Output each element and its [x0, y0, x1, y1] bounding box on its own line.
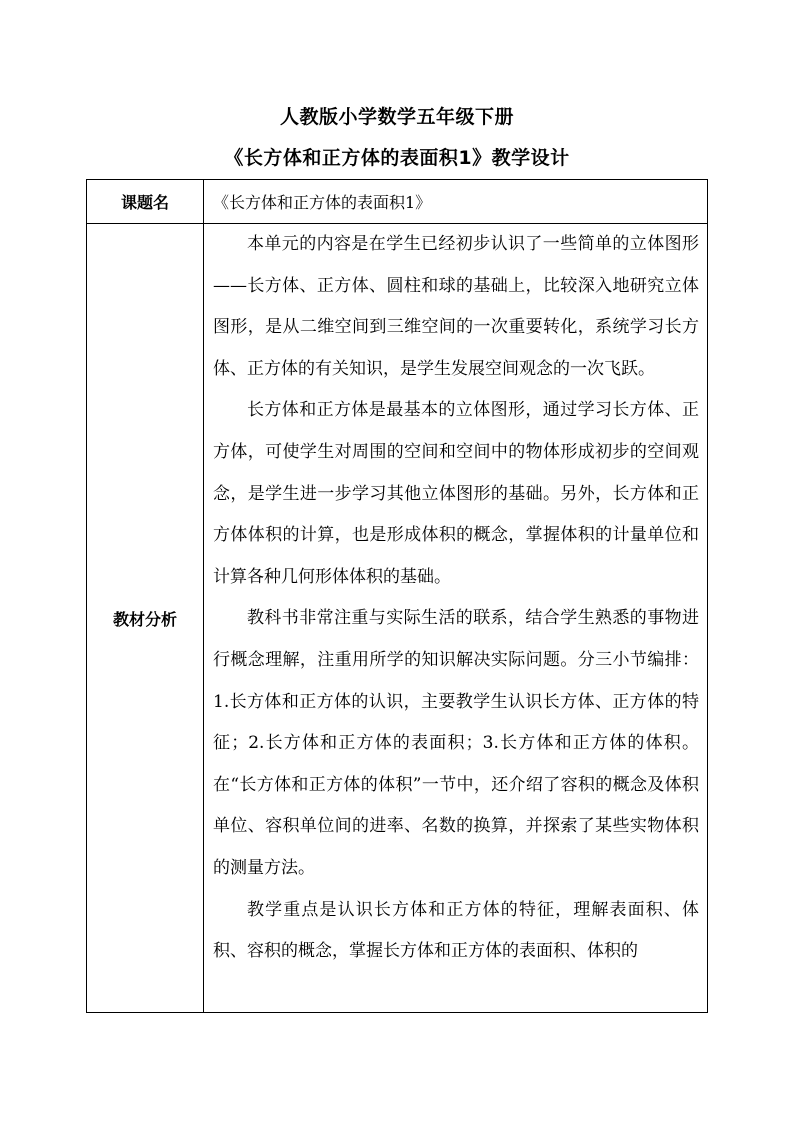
- analysis-content-cell: [213, 224, 699, 973]
- lesson-plan-table: [86, 179, 708, 1013]
- document-title: 人教版小学数学五年级下册: [279, 106, 514, 128]
- analysis-paragraph: 长方体和正方体是最基本的立体图形，通过学习长方体、正方体，可使学生对周围的空间和空间中的物体形成初步的空间观念，是学生进一步学习其他立体图形的基础。另外，长方体和正方体体积的计算，也是形成体积的概念，掌握体积的计量单位和计算各种几何形体体积的基础。: [213, 400, 699, 587]
- analysis-paragraph: 本单元的内容是在学生已经初步认识了一些简单的立体图形——长方体、正方体、圆柱和球的基础上，比较深入地研究立体图形，是从二维空间到三维空间的一次重要转化，系统学习长方体、正方体的有关知识，是学生发展空间观念的一次飞跃。: [213, 234, 699, 379]
- topic-value-cell: 《长方体和正方体的表面积1》: [213, 193, 432, 212]
- analysis-label-cell: 教材分析: [112, 609, 177, 629]
- document-subtitle: 《长方体和正方体的表面积1》教学设计: [224, 147, 570, 169]
- analysis-paragraph: 教科书非常注重与实际生活的联系，结合学生熟悉的事物进行概念理解，注重用所学的知识解决实际问题。分三小节编排：1.长方体和正方体的认识，主要教学生认识长方体、正方体的特征；2.长方体和正方体的表面积；3.长方体和正方体的体积。在“长方体和正方体的体积”一节中，还介绍了容积的概念及体积单位、容积单位间的进率、名数的换算，并探索了某些实物体积的测量方法。: [213, 608, 699, 878]
- analysis-paragraph: 教学重点是认识长方体和正方体的特征，理解表面积、体积、容积的概念，掌握长方体和正方体的表面积、体积的: [213, 899, 699, 962]
- table-column-divider: [203, 180, 204, 1012]
- topic-label-cell: 课题名: [120, 193, 169, 212]
